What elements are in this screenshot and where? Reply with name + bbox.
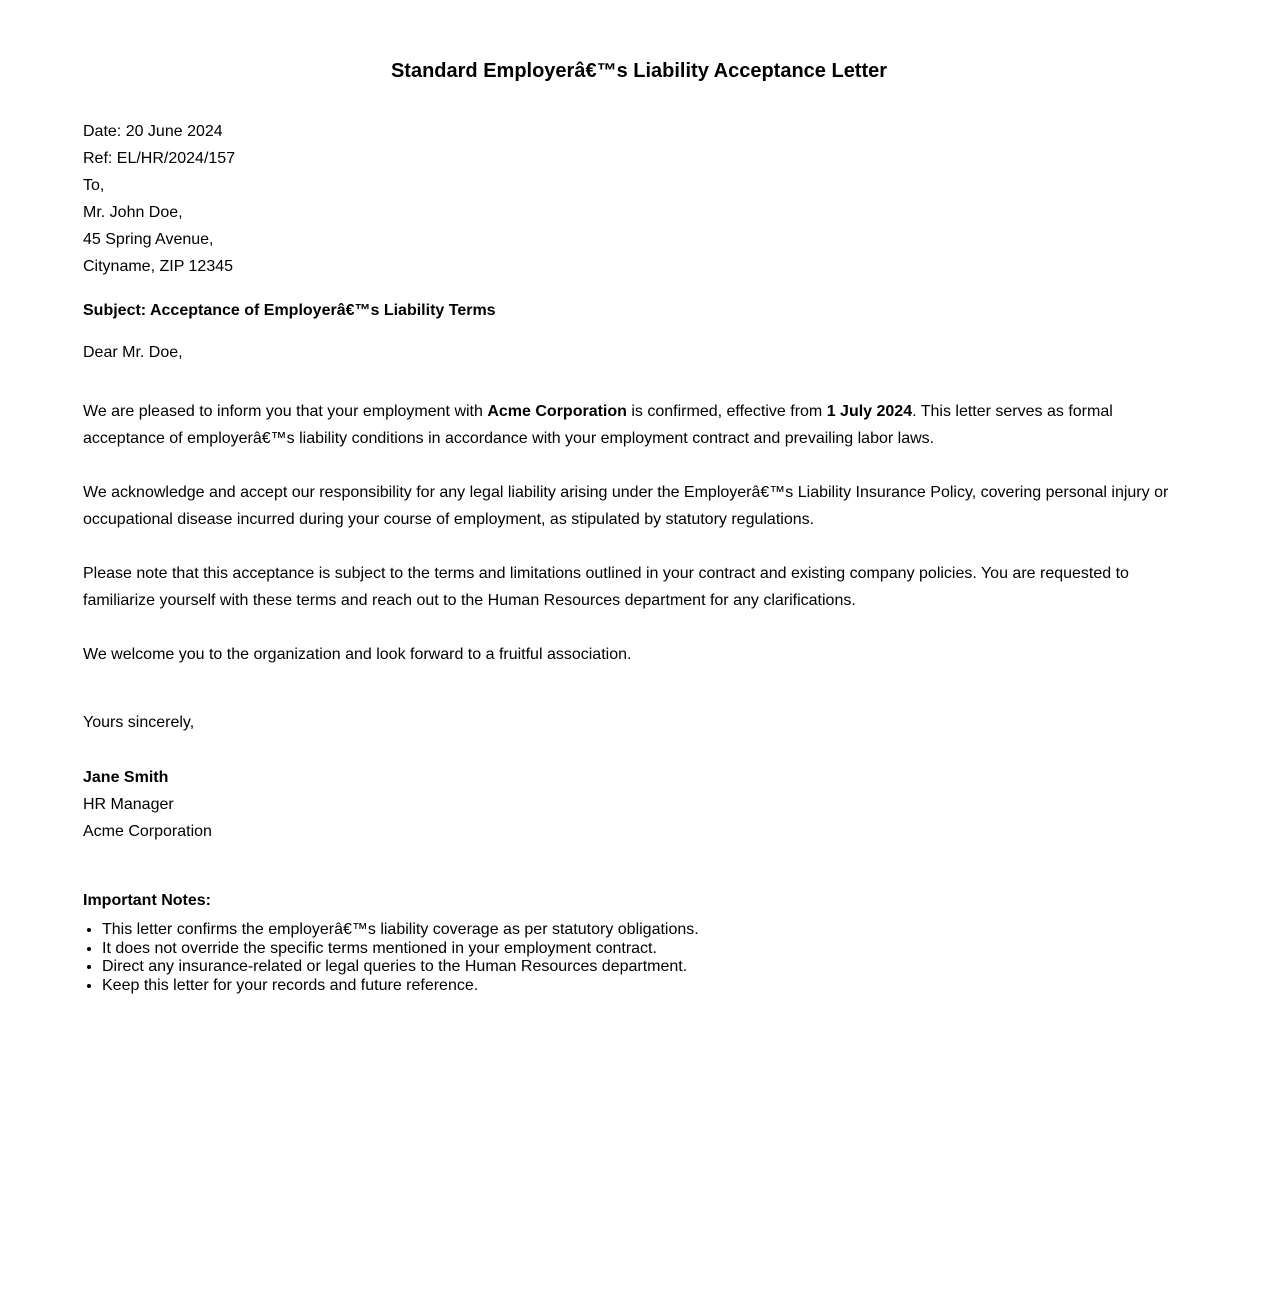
paragraph-liability-acknowledgement: We acknowledge and accept our responsibility for any legal liability arising under the Employerâ€™s Liability Insurance Policy, covering personal injury or occupational disease incurred during your course of employment, as stipulated by statutory regulations.	[83, 484, 1169, 528]
note-item: • Keep this letter for your records and future reference.	[102, 977, 1195, 996]
paragraph-welcome: We welcome you to the organization and look forward to a fruitful association.	[83, 646, 632, 663]
signatory-company: Acme Corporation	[83, 823, 212, 840]
paragraph-terms-note: Please note that this acceptance is subject to the terms and limitations outlined in your contract and existing company policies. You are requested to familiarize yourself with these terms and reach out to the Human Resources department for any clarifications.	[83, 565, 1129, 609]
notes-list	[83, 921, 1195, 995]
signatory-title: HR Manager	[83, 796, 174, 813]
paragraph-text-segment: . This letter serves as formal acceptance of employerâ€™s liability conditions in accordance with your employment contract and prevailing labor laws.	[83, 403, 1113, 447]
recipient-name: Mr. John Doe,	[83, 204, 183, 221]
paragraph-employment-confirmation	[83, 398, 1195, 452]
note-item: • It does not override the specific terms mentioned in your employment contract.	[102, 940, 1195, 959]
company-name-bold: Acme Corporation	[487, 403, 627, 420]
note-item: • Direct any insurance-related or legal queries to the Human Resources department.	[102, 958, 1195, 977]
note-item: • This letter confirms the employerâ€™s liability coverage as per statutory obligations.	[102, 921, 1195, 940]
to-line: To,	[83, 177, 105, 194]
letter-title: Standard Employerâ€™s Liability Acceptance Letter	[390, 60, 888, 82]
address-block	[83, 118, 1195, 280]
salutation: Dear Mr. Doe,	[83, 344, 183, 361]
signatory-name: Jane Smith	[83, 769, 169, 786]
signature-block	[83, 764, 1195, 845]
paragraph-text-segment: is confirmed, effective from	[626, 403, 827, 420]
effective-date-bold: 1 July 2024	[826, 403, 913, 420]
ref-line: Ref: EL/HR/2024/157	[83, 150, 236, 167]
subject-line: Subject: Acceptance of Employerâ€™s Liability Terms	[83, 302, 496, 319]
recipient-street: 45 Spring Avenue,	[83, 231, 214, 248]
date-line: Date: 20 June 2024	[83, 123, 223, 140]
valediction: Yours sincerely,	[83, 714, 195, 731]
notes-heading: Important Notes:	[83, 892, 211, 909]
recipient-city: Cityname, ZIP 12345	[83, 258, 234, 275]
paragraph-text-segment: We are pleased to inform you that your employment with	[83, 403, 488, 420]
